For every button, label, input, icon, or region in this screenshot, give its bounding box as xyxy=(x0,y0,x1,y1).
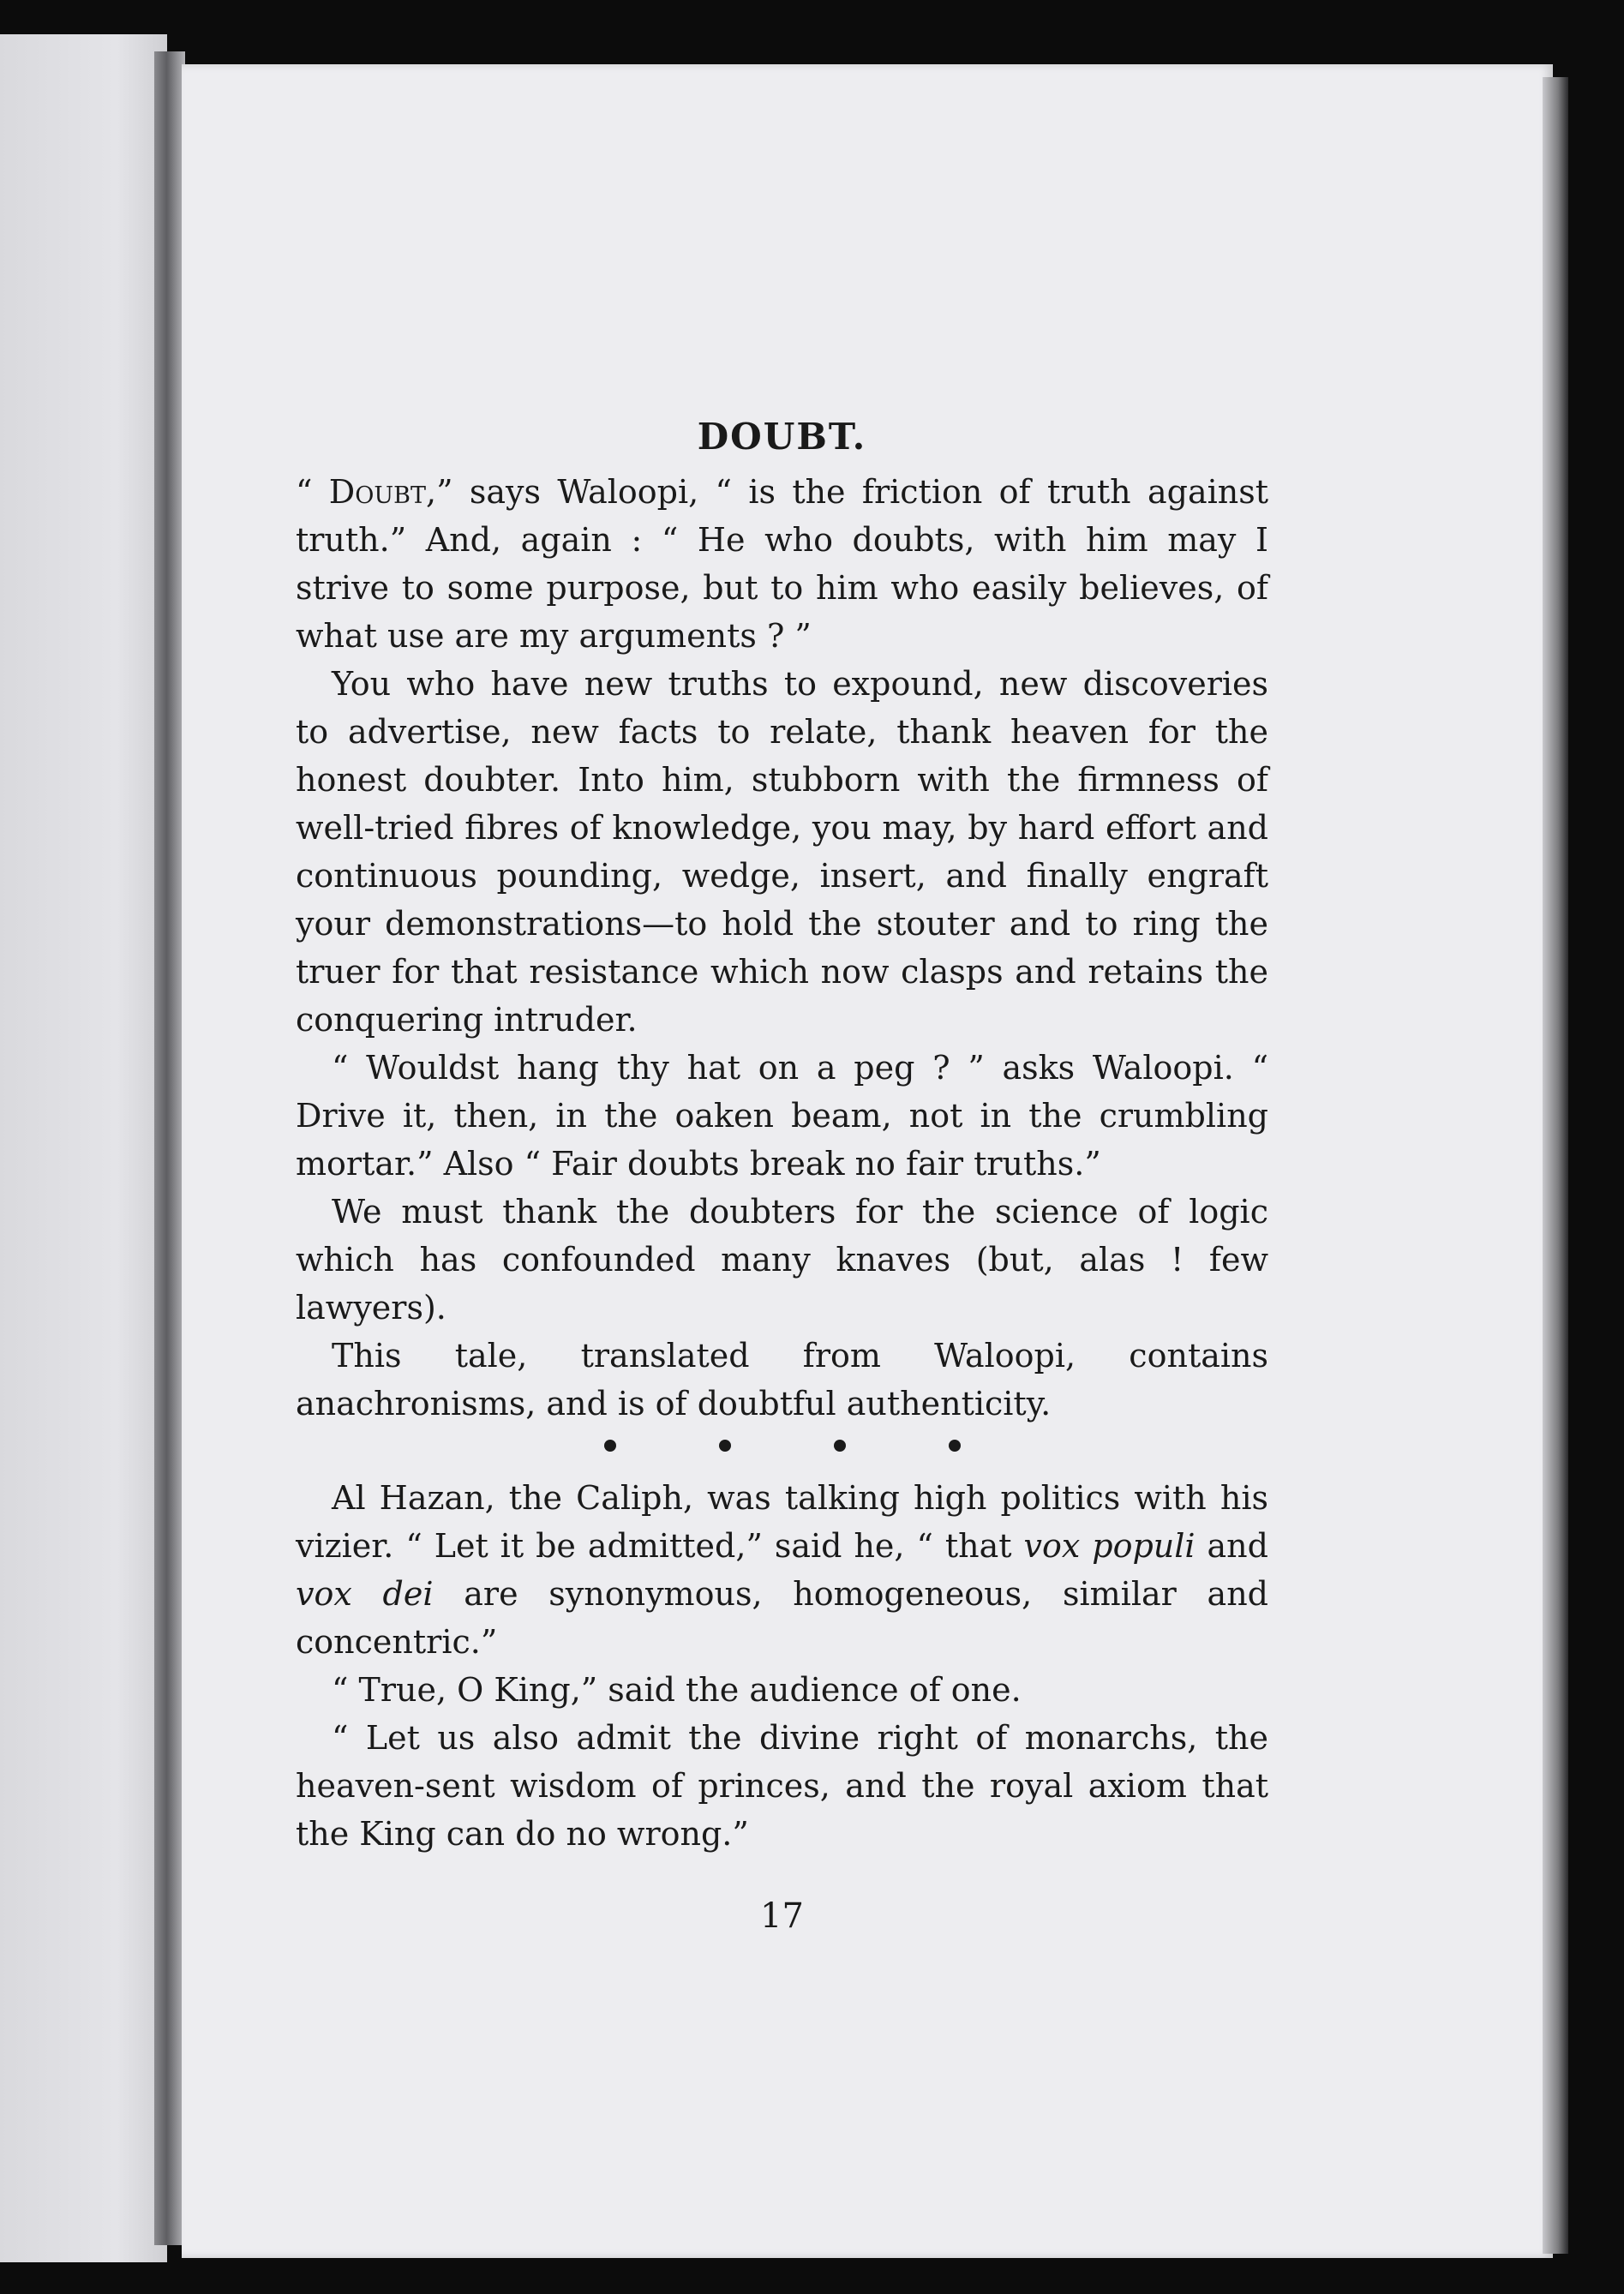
paragraph-5: This tale, translated from Waloopi, contains anachronisms, and is of doubtful authenticity. xyxy=(296,1337,1268,1423)
page-text-block xyxy=(296,411,1268,1940)
dot-ornament xyxy=(719,1440,731,1452)
smallcaps-word: Doubt xyxy=(328,473,426,511)
paragraph-8: “ Let us also admit the divine right of monarchs, the heaven-sent wisdom of princes, and the royal axiom that the King can do no wrong.” xyxy=(296,1719,1268,1853)
italic-latin-phrase: vox populi xyxy=(1023,1527,1196,1565)
italic-latin-phrase: vox dei xyxy=(296,1575,434,1613)
dot-ornament xyxy=(604,1440,616,1452)
dot-ornament xyxy=(949,1440,961,1452)
dot-ornament xyxy=(834,1440,846,1452)
paragraph-3: “ Wouldst hang thy hat on a peg ? ” asks Waloopi. “ Drive it, then, in the oaken beam, not in the crumbling mortar.” Also “ Fair doubts break no fair truths.” xyxy=(296,1049,1268,1183)
page-edge-shadow xyxy=(1543,77,1568,2254)
paragraph-4: We must thank the doubters for the science of logic which has confounded many knaves (but, alas ! few lawyers). xyxy=(296,1193,1268,1327)
page-number: 17 xyxy=(760,1896,804,1936)
book-gutter xyxy=(154,51,185,2245)
paragraph-7: “ True, O King,” said the audience of one. xyxy=(332,1671,1022,1709)
paragraph-1: “ Doubt,” says Waloopi, “ is the friction of truth against truth.” And, again : “ He who doubts, with him may I strive to some purpose, but to him who easily believes, of what use are my arguments ? ” xyxy=(296,473,1268,655)
chapter-title: DOUBT. xyxy=(697,416,867,458)
section-break-dots xyxy=(296,1440,1268,1452)
paragraph-6: Al Hazan, the Caliph, was talking high politics with his vizier. “ Let it be admitted,” said he, “ that vox populi and vox dei are synonymous, homogeneous, similar and concentric.” xyxy=(296,1479,1269,1661)
facing-page-edge xyxy=(0,34,167,2262)
paragraph-2: You who have new truths to expound, new discoveries to advertise, new facts to relate, thank heaven for the honest doubter. Into him, stubborn with the firmness of well-tried fibres of knowledge, you may, by hard effort and continuous pounding, wedge, insert, and finally engraft your demonstrations—to hold the stouter and to ring the truer for that resistance which now clasps and retains the conquering intruder. xyxy=(296,665,1268,1039)
